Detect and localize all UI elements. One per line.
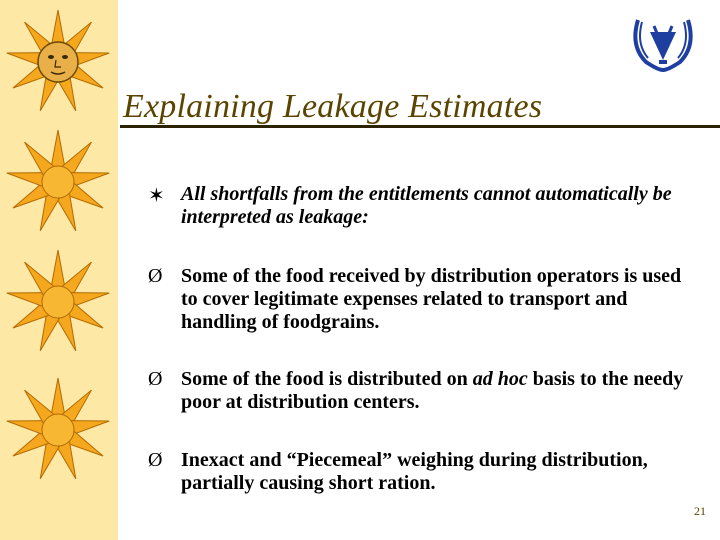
sun-icon — [0, 0, 118, 540]
star-bullet-icon: ✶ — [148, 185, 165, 207]
page-number: 21 — [694, 504, 706, 518]
bullet-text: All shortfalls from the entitlements cannot automatically be interpreted as leakage: — [181, 183, 672, 228]
arrow-bullet-icon: Ø — [148, 265, 163, 287]
title-divider — [120, 125, 720, 128]
bullet-text: Inexact and “Piecemeal” weighing during distribution, partially causing short ration. — [181, 449, 648, 494]
arrow-bullet-icon: Ø — [148, 449, 163, 471]
bullet-text: Some of the food received by distribution operators is used to cover legitimate expenses related to transport and handling of foodgrains. — [181, 265, 682, 333]
wfp-emblem-icon — [628, 12, 698, 74]
bullet-text — [181, 368, 701, 414]
bullet-text-part: basis to the needy poor at distribution centers. — [181, 368, 684, 413]
bullet-text-emphasis: ad hoc — [472, 368, 528, 390]
arrow-bullet-icon: Ø — [148, 368, 163, 390]
page-title: Explaining Leakage Estimates — [123, 88, 543, 125]
sidebar-decoration — [0, 0, 118, 540]
bullet-text-part: Some of the food is distributed on — [181, 368, 473, 390]
